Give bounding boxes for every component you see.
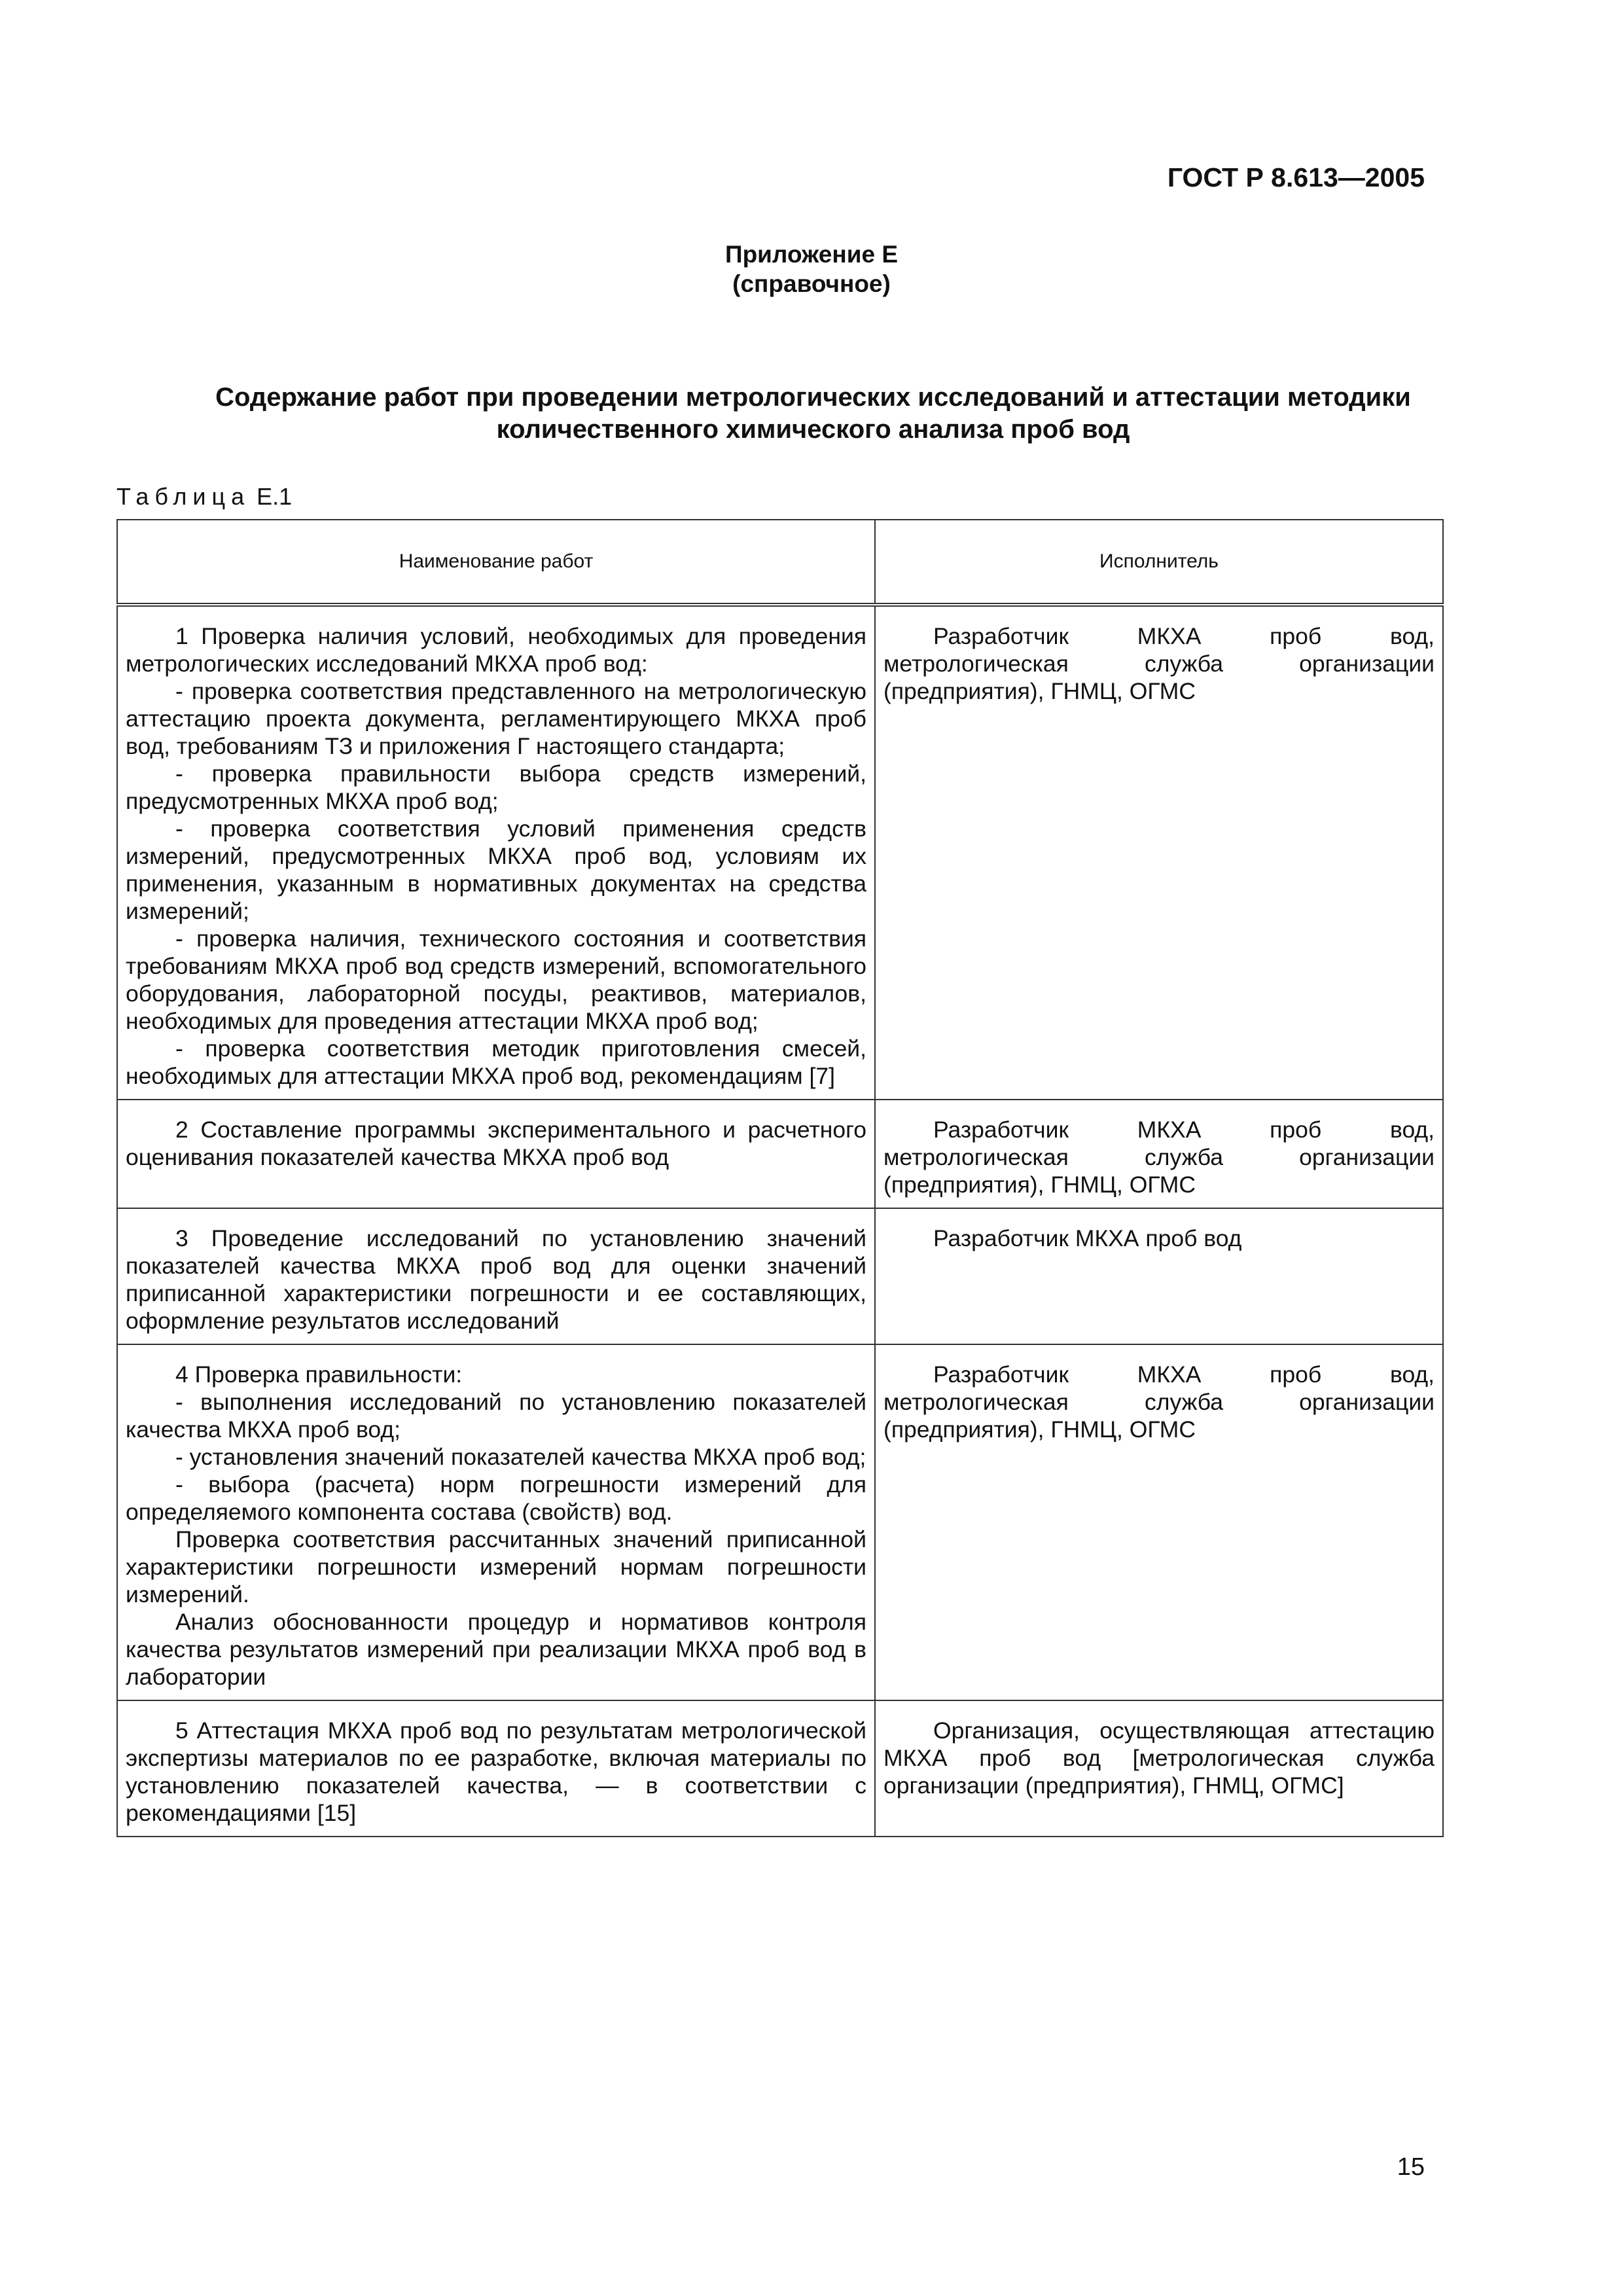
table-header-row xyxy=(117,520,1443,605)
work-cell xyxy=(117,1208,875,1344)
document-code: ГОСТ Р 8.613—2005 xyxy=(1167,162,1425,192)
work-paragraph: - проверка правильности выбора средств измерений, предусмотренных МКХА проб вод; xyxy=(126,761,866,814)
works-table xyxy=(116,519,1444,1837)
work-paragraph: - проверка соответствия методик приготовления смесей, необходимых для аттестации МКХА проб вод, рекомендациям [7] xyxy=(126,1035,866,1089)
work-paragraph: - установления значений показателей качества МКХА проб вод; xyxy=(175,1444,866,1470)
work-paragraph: 2 Составление программы экспериментального и расчетного оценивания показателей качества МКХА проб вод xyxy=(126,1117,866,1170)
work-paragraph: 1 Проверка наличия условий, необходимых для проведения метрологических исследований МКХА проб вод: xyxy=(126,623,866,677)
work-paragraph: - проверка наличия, технического состояния и соответствия требованиям МКХА проб вод средств измерений, вспомогательного оборудования, лабораторной посуды, реактивов, материалов, необходимых для проведения аттестации МКХА проб вод; xyxy=(126,925,866,1034)
table-row xyxy=(117,1100,1443,1208)
appendix-heading xyxy=(0,240,1623,298)
page-title xyxy=(115,382,1512,446)
work-cell xyxy=(117,1344,875,1700)
page-title-line-1: Содержание работ при проведении метрологических исследований и аттестации методики xyxy=(215,383,1411,412)
work-paragraph: 4 Проверка правильности: xyxy=(175,1361,463,1388)
executor-cell xyxy=(875,1344,1443,1700)
work-paragraph: 5 Аттестация МКХА проб вод по результатам метрологической экспертизы материалов по ее разработке, включая материалы по установлению показателей качества, — в соответствии с рекомендациями [15] xyxy=(126,1717,866,1826)
page-number: 15 xyxy=(1397,2153,1425,2181)
work-paragraph: - проверка соответствия представленного на метрологическую аттестацию проекта документа, регламентирующего МКХА проб вод, требованиям ТЗ и приложения Г настоящего стандарта; xyxy=(126,678,866,759)
work-paragraph: Анализ обоснованности процедур и нормативов контроля качества результатов измерений при реализации МКХА проб вод в лаборатории xyxy=(126,1609,866,1690)
executor-cell xyxy=(875,1700,1443,1837)
executor-text: Разработчик МКХА проб вод, метрологическая служба организации (предприятия), ГНМЦ, ОГМС xyxy=(883,1361,1435,1443)
executor-text: Организация, осуществляющая аттестацию МКХА проб вод [метрологическая служба организации (предприятия), ГНМЦ, ОГМС] xyxy=(883,1717,1435,1799)
page-title-line-2: количественного химического анализа проб вод xyxy=(496,415,1130,444)
executor-text: Разработчик МКХА проб вод xyxy=(933,1225,1242,1251)
executor-text: Разработчик МКХА проб вод, метрологическая служба организации (предприятия), ГНМЦ, ОГМС xyxy=(883,623,1435,704)
work-paragraph: 3 Проведение исследований по установлению значений показателей качества МКХА проб вод для оценки значений приписанной характеристики погрешности и ее составляющих, оформление результатов исследований xyxy=(126,1225,866,1334)
work-cell xyxy=(117,1700,875,1837)
table-caption-number: Е.1 xyxy=(257,483,293,510)
table-caption-word: Таблица xyxy=(116,483,251,510)
table-row xyxy=(117,605,1443,1100)
work-paragraph: - проверка соответствия условий применения средств измерений, предусмотренных МКХА проб вод, условиям их применения, указанным в нормативных документах на средства измерений; xyxy=(126,816,866,924)
appendix-note: (справочное) xyxy=(732,270,891,297)
executor-cell xyxy=(875,1100,1443,1208)
work-paragraph: Проверка соответствия рассчитанных значений приписанной характеристики погрешности измерений нормам погрешности измерений. xyxy=(126,1526,866,1607)
table-row xyxy=(117,1208,1443,1344)
executor-cell xyxy=(875,1208,1443,1344)
work-cell xyxy=(117,605,875,1100)
table-row xyxy=(117,1344,1443,1700)
table-row xyxy=(117,1700,1443,1837)
work-cell xyxy=(117,1100,875,1208)
executor-text: Разработчик МКХА проб вод, метрологическая служба организации (предприятия), ГНМЦ, ОГМС xyxy=(883,1117,1435,1198)
executor-cell xyxy=(875,605,1443,1100)
work-paragraph: - выполнения исследований по установлению показателей качества МКХА проб вод; xyxy=(126,1389,866,1443)
table-caption xyxy=(116,483,292,511)
column-header-executor: Исполнитель xyxy=(875,520,1443,605)
column-header-works: Наименование работ xyxy=(117,520,875,605)
work-paragraph: - выбора (расчета) норм погрешности измерений для определяемого компонента состава (свойств) вод. xyxy=(126,1471,866,1525)
appendix-title: Приложение Е xyxy=(724,241,899,268)
